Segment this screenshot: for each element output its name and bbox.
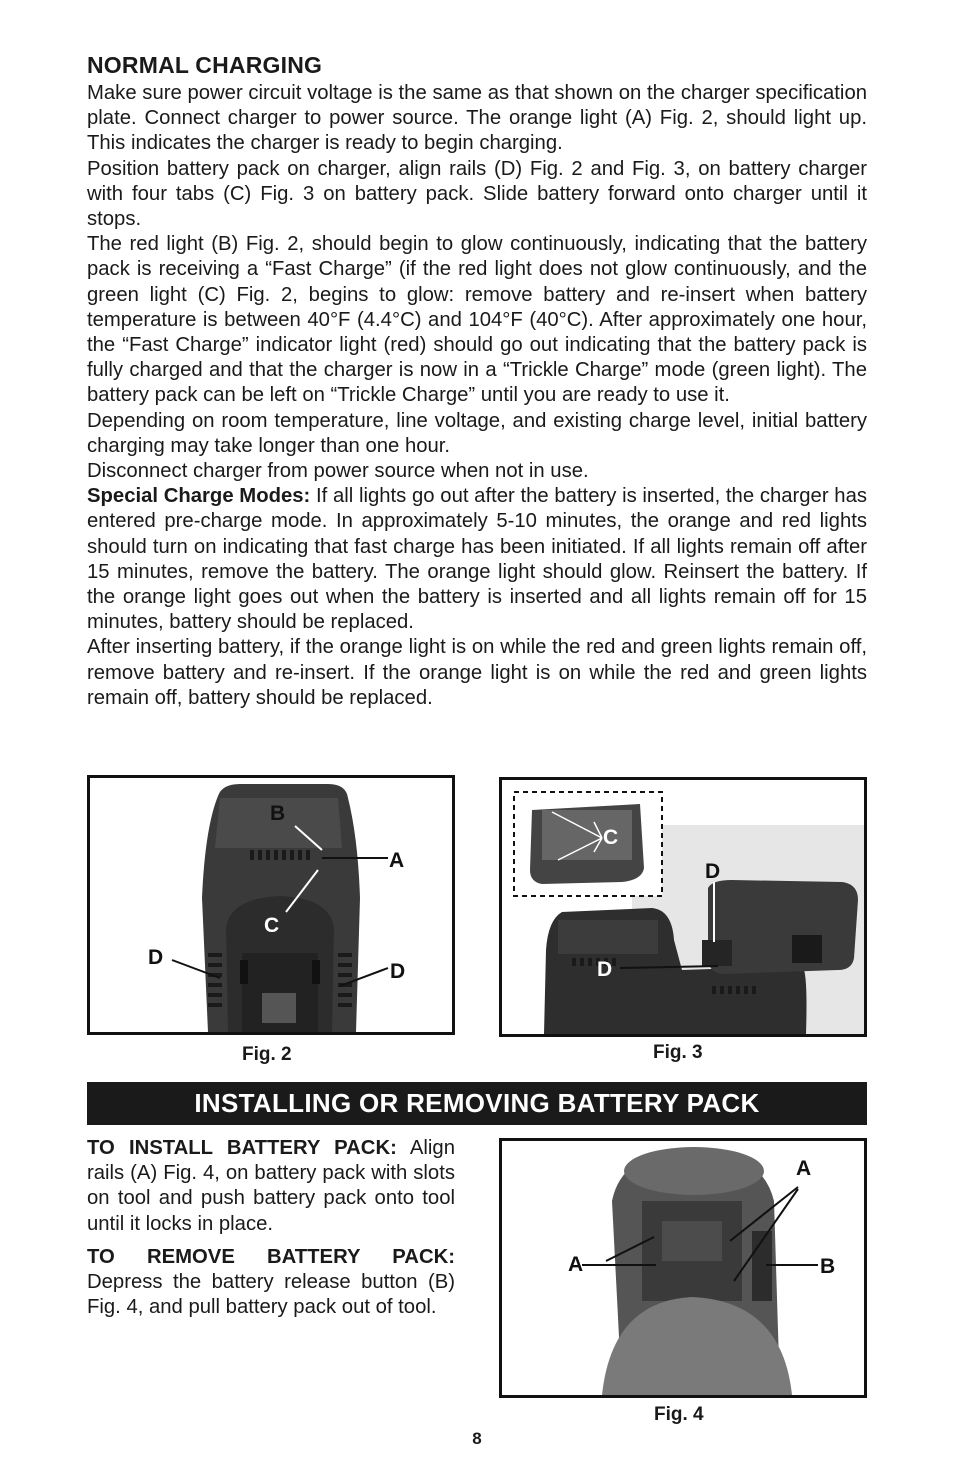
fig2-charger-image [87,775,455,1035]
fig2-caption: Fig. 2 [242,1044,292,1065]
fig3-label-c: C [603,826,619,849]
fig3-caption: Fig. 3 [653,1042,703,1063]
remove-label: TO REMOVE BATTERY PACK: [87,1245,455,1268]
paragraph: Disconnect charger from power source when not in use. [87,460,589,483]
fig4-label-a-left: A [568,1253,584,1276]
normal-charging-body [87,81,867,711]
install-label: TO INSTALL BATTERY PACK: [87,1137,397,1159]
fig3-label-d-top: D [705,860,721,883]
fig4-label-a-right: A [796,1157,812,1180]
fig2-label-d-left: D [148,946,164,969]
remove-paragraph [87,1245,455,1321]
section-banner: INSTALLING OR REMOVING BATTERY PACK [87,1082,867,1125]
fig3-charger-battery-image [499,777,867,1037]
paragraph: After inserting battery, if the orange light is on while the red and green lights remain off, remove battery and re-insert. If the orange light is on while the red and green lights remain off, battery should be replaced. [87,636,867,709]
install-remove-instructions [87,1136,455,1328]
fig2-label-d-right: D [390,960,406,983]
fig2-label-a: A [389,849,405,872]
paragraph: Depending on room temperature, line voltage, and existing charge level, initial battery charging may take longer than one hour. [87,409,867,457]
install-text: Align rails (A) Fig. 4, on battery pack with slots on tool and push battery pack onto tool until it locks in place. [87,1137,455,1235]
paragraph: The red light (B) Fig. 2, should begin to glow continuously, indicating that the battery pack is receiving a “Fast Charge” (if the red light does not glow continuously, and the green light (C) Fig. 2, begins to glow: remove battery and re-insert when battery temperature is between 40°F (4.4°C) and 104°F (40°C). After approximately one hour, the “Fast Charge” indicator light (red) should go out indicating that the battery pack is fully charged and that the charger is now in a “Trickle Charge” mode (green light). The battery pack can be left on “Trickle Charge” until you are ready to use it. [87,233,867,407]
paragraph: Make sure power circuit voltage is the same as that shown on the charger specification plate. Connect charger to power source. The orange light (A) Fig. 2, should light up. This indicates the charger is ready to begin charging. [87,82,867,155]
fig4-caption: Fig. 4 [654,1404,704,1425]
fig2-label-c: C [264,914,280,937]
special-charge-label: Special Charge Modes: [87,485,311,508]
fig2-label-b: B [270,802,286,825]
special-charge-text: If all lights go out after the battery is inserted, the charger has entered pre-charge mode. In approximately 5-10 minutes, the orange and red lights should turn on indicating that fast charge has been initiated. If all lights remain off after 15 minutes, remove the battery. The orange light should glow. Reinsert the battery. If the orange light goes out when the battery is inserted and all lights remain off for 15 minutes, battery should be replaced. [87,485,867,634]
section-title: NORMAL CHARGING [87,52,323,78]
fig4-tool-image [499,1138,867,1398]
special-charge-paragraph [87,484,867,635]
fig3-label-d-bottom: D [597,958,613,981]
normal-charging-section [87,52,867,711]
remove-text: Depress the battery release button (B) Fig. 4, and pull battery pack out of tool. [87,1271,455,1319]
fig4-label-b: B [820,1255,836,1278]
paragraph: Position battery pack on charger, align rails (D) Fig. 2 and Fig. 3, on battery charger with four tabs (C) Fig. 3 on battery pack. Slide battery forward onto charger until it stops. [87,157,867,231]
install-paragraph [87,1136,455,1237]
page-number: 8 [472,1429,482,1448]
